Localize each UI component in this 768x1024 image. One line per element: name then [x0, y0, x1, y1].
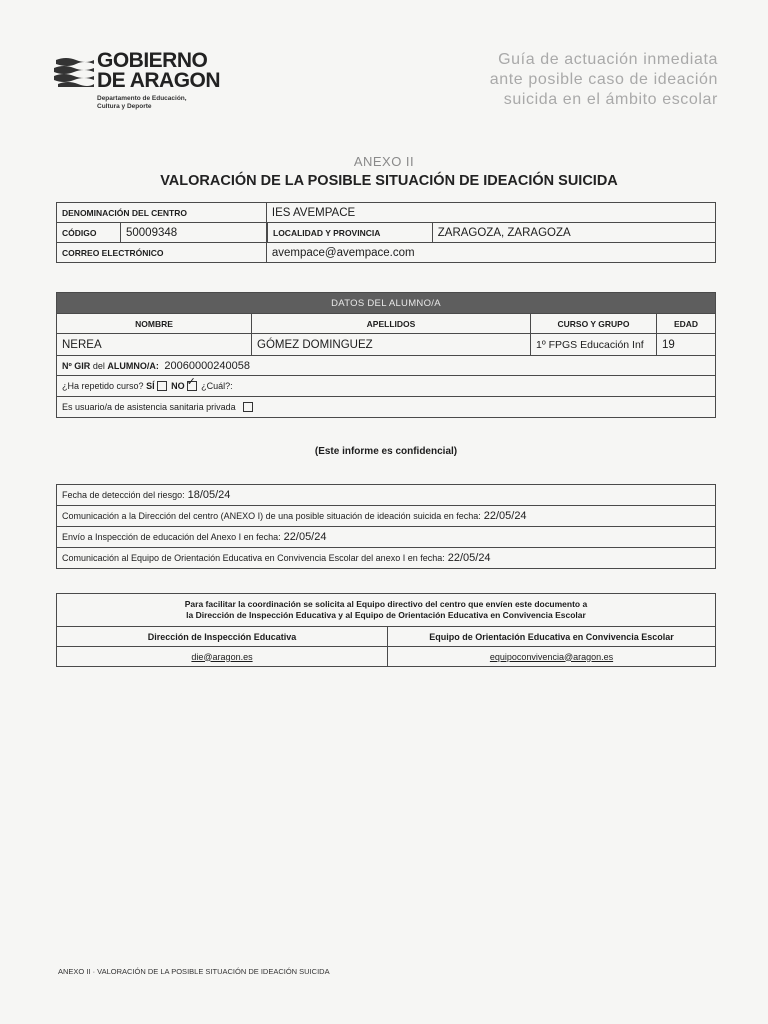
check-icon: ✓ [186, 376, 196, 389]
denominacion-value[interactable]: IES AVEMPACE [266, 203, 715, 223]
coordinacion-table [56, 593, 716, 667]
col-edad: EDAD [657, 314, 716, 334]
equipo-email-cell [388, 647, 716, 667]
correo-value[interactable]: avempace@avempace.com [266, 243, 715, 263]
localidad-label: LOCALIDAD Y PROVINCIA [268, 223, 433, 243]
deteccion-row [57, 485, 716, 506]
guide-line3: suicida en el ámbito escolar [503, 91, 718, 108]
guide-title [490, 50, 718, 110]
si-label: SÍ [146, 380, 155, 391]
envio-value[interactable]: 22/05/24 [283, 531, 327, 543]
correo-label: CORREO ELECTRÓNICO [57, 243, 267, 263]
deteccion-value[interactable]: 18/05/24 [187, 489, 231, 501]
curso-value[interactable]: 1º FPGS Educación Inf [531, 334, 657, 356]
envio-label: Envío a Inspección de educación del Anexo I en fecha: [62, 532, 281, 542]
comunicacion-label: Comunicación a la Dirección del centro (ANEXO I) de una posible situación de ideación suicida en fecha: [62, 511, 481, 521]
col-equipo-orientacion: Equipo de Orientación Educativa en Convivencia Escolar [388, 627, 716, 647]
envio-row [57, 527, 716, 548]
comunicacion-row [57, 506, 716, 527]
equipo-row [57, 548, 716, 569]
coordinacion-intro-line1: Para facilitar la coordinación se solicita al Equipo directivo del centro que envíen este documento a [184, 599, 588, 609]
gir-value[interactable]: 20060000240058 [164, 359, 251, 372]
repetido-label: ¿Ha repetido curso? [62, 380, 144, 391]
repetido-row [57, 376, 716, 397]
equipo-value[interactable]: 22/05/24 [447, 552, 491, 564]
coordinacion-intro [57, 594, 716, 627]
nombre-value[interactable]: NEREA [57, 334, 252, 356]
si-checkbox[interactable] [157, 381, 167, 391]
codigo-label: CÓDIGO [57, 223, 121, 242]
equipo-label: Comunicación al Equipo de Orientación Educativa en Convivencia Escolar del anexo I en fecha: [62, 553, 445, 563]
inspeccion-email-cell [57, 647, 388, 667]
inspeccion-email-link[interactable]: die@aragon.es [191, 651, 253, 662]
col-inspeccion: Dirección de Inspección Educativa [57, 627, 388, 647]
gobierno-aragon-logo-icon [54, 57, 94, 87]
footer-text: ANEXO II · VALORACIÓN DE LA POSIBLE SITUACIÓN DE IDEACIÓN SUICIDA [58, 967, 330, 976]
gir-label-post: ALUMNO/A: [107, 360, 159, 371]
coordinacion-intro-line2: la Dirección de Inspección Educativa y al Equipo de Orientación Educativa en Convivencia Escolar [186, 610, 586, 620]
logo-title-line2: DE ARAGON [97, 69, 221, 92]
localidad-value[interactable]: ZARAGOZA, ZARAGOZA [432, 223, 715, 243]
logo-title-line1: GOBIERNO [97, 49, 208, 72]
cual-label: ¿Cuál?: [201, 380, 233, 391]
document-title: VALORACIÓN DE LA POSIBLE SITUACIÓN DE IDEACIÓN SUICIDA [160, 173, 618, 189]
denominacion-label: DENOMINACIÓN DEL CENTRO [57, 203, 267, 223]
sanitaria-row [57, 397, 716, 418]
codigo-value[interactable]: 50009348 [126, 226, 178, 239]
confidential-note: (Este informe es confidencial) [314, 446, 458, 457]
gir-row [57, 356, 716, 376]
col-curso: CURSO Y GRUPO [531, 314, 657, 334]
alumno-section-title: DATOS DEL ALUMNO/A [57, 293, 716, 314]
annex-label: ANEXO II [353, 154, 415, 169]
no-checkbox[interactable] [186, 376, 197, 391]
no-label: NO [171, 380, 185, 391]
gir-label-pre: Nº GIR [62, 360, 91, 371]
equipo-email-link[interactable]: equipoconvivencia@aragon.es [489, 651, 614, 662]
comunicacion-value[interactable]: 22/05/24 [483, 510, 527, 522]
col-nombre: NOMBRE [57, 314, 252, 334]
fechas-table [56, 484, 716, 569]
edad-value[interactable]: 19 [657, 334, 716, 356]
deteccion-label: Fecha de detección del riesgo: [62, 490, 185, 500]
alumno-table [56, 292, 716, 418]
sanitaria-checkbox[interactable] [243, 402, 253, 412]
col-apellidos: APELLIDOS [252, 314, 531, 334]
apellidos-value[interactable]: GÓMEZ DOMINGUEZ [252, 334, 531, 356]
logo-subtitle: Departamento de Educación, Cultura y Deporte [97, 95, 187, 110]
centro-table [56, 202, 716, 263]
guide-line1: Guía de actuación inmediata [498, 51, 718, 68]
sanitaria-label: Es usuario/a de asistencia sanitaria privada [62, 401, 236, 412]
guide-line2: ante posible caso de ideación [489, 71, 718, 88]
gir-label-mid: del [92, 360, 105, 371]
